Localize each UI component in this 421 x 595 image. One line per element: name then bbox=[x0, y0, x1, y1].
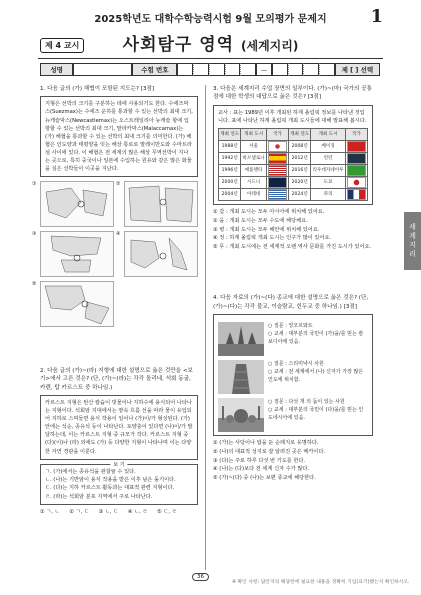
q1-points: [3점] bbox=[140, 86, 155, 92]
exam-no-box[interactable] bbox=[288, 63, 304, 76]
table-cell: 리우데자네이루 bbox=[311, 164, 345, 176]
table-cell: 2012년 bbox=[289, 152, 311, 164]
exam-no-box[interactable] bbox=[303, 63, 319, 76]
exam-no-label: 수험 번호 bbox=[132, 63, 177, 76]
map-option-4-svg bbox=[125, 232, 197, 276]
table-cell: 2008년 bbox=[289, 140, 311, 152]
q3-box bbox=[213, 105, 373, 205]
table-header-row bbox=[219, 128, 368, 140]
table-row bbox=[219, 188, 368, 200]
map-option-1-svg bbox=[41, 182, 113, 226]
flag-cell bbox=[266, 176, 288, 188]
answer-option[interactable]: ② 을 : 개최 도시는 모두 수도에 해당해요. bbox=[213, 217, 308, 224]
answer-option[interactable]: ⑤ ㄷ, ㄹ bbox=[157, 508, 177, 515]
map-option-5-svg bbox=[41, 282, 113, 326]
map-option-1[interactable] bbox=[32, 180, 114, 227]
bogi-item: ㄴ. (나)는 기반암이 용식 작용을 받은 이후 남은 돌기이다. bbox=[45, 476, 176, 483]
table-header: 국가 bbox=[266, 128, 288, 140]
q4-item-q: ○ 질문 : 앙코르와트 bbox=[268, 322, 313, 329]
flag-australia-icon bbox=[268, 177, 287, 188]
map-option-num: ② bbox=[116, 180, 121, 187]
bogi-item: ㄹ. (라)는 석회암 분포 지역에서 주로 나타난다. bbox=[45, 493, 153, 500]
table-header: 개최 도시 bbox=[241, 128, 266, 140]
table-cell: 1992년 bbox=[219, 152, 241, 164]
q4-item-q: ○ 질문 : 스리미낙시 사원 bbox=[268, 360, 324, 367]
table-cell: 애틀랜타 bbox=[241, 164, 266, 176]
q4-item-a: ○ 교세 : 전 세계에서 (나) 신자가 가장 많은 인도에 위치함. bbox=[268, 368, 364, 383]
table-cell: 아테네 bbox=[241, 188, 266, 200]
exam-no-box[interactable] bbox=[193, 63, 209, 76]
header-rule bbox=[38, 58, 383, 59]
q4-item-text bbox=[268, 322, 368, 346]
exam-no-box[interactable] bbox=[209, 63, 225, 76]
column-divider bbox=[205, 85, 206, 570]
table-cell: 서울 bbox=[241, 140, 266, 152]
flag-cell bbox=[345, 176, 367, 188]
flag-cell bbox=[345, 164, 367, 176]
answer-option[interactable]: ① (가)는 사당이나 탑을 둔 순례지로 유명하다. bbox=[213, 439, 319, 446]
question-2: 2. 다음 글의 (가)~(라) 지형에 대한 설명으로 옳은 것만을 <보기>에서 고른 것은? (단, (가)~(라)는 각각 돌리네, 석회 동굴, 카렌, 탑 카르스트 중 하나임.) bbox=[40, 367, 193, 391]
table-cell: 베이징 bbox=[311, 140, 345, 152]
table-row bbox=[219, 176, 368, 188]
table-cell: 2024년 bbox=[289, 188, 311, 200]
table-header: 개최 도시 bbox=[311, 128, 345, 140]
footer-notice: ※ 확인 사항: 답안지의 해당란에 필요한 내용을 정확히 기입(표기)했는지 확인하시오. bbox=[232, 580, 410, 585]
answer-option[interactable]: ③ ㄴ, ㄷ bbox=[98, 508, 119, 515]
angkor-wat-photo bbox=[218, 322, 264, 356]
answer-option[interactable]: ⑤ (가)~(다) 중 (나)는 보편 종교에 해당한다. bbox=[213, 475, 316, 482]
q3-intro: 교사 : 표는 1989년 이후 개최된 하계 올림픽 정보를 나타낸 것입니다. 표에 나타난 하계 올림픽 개최 도시들에 대해 발표해 봅시다. bbox=[218, 109, 367, 124]
map-option-num: ③ bbox=[32, 230, 37, 237]
q2-passage: 카르스트 지형은 탄산 칼슘이 빗물이나 지하수에 용식되어 나타나는 지형이다. 석회암 지대에서는 땅속 흐름 선을 따라 물이 유입되어 지하로 스며들면 용식 작용이 일어나 (가)이/가 형성된다. (가) 안에는 석순, 종유석 등이 나타난다. 토양층이 있다면 (나)이/가 발달하는데, 이는 카르스트 지형 중 규모가 작다. 카르스트 지형 중 (다)(이)나 (라) 외에도 (가) 등 다양한 지형이 나타나며 이는 다양한 자연 경관을 이룬다. bbox=[40, 395, 198, 459]
flag-brazil-icon bbox=[347, 165, 366, 176]
table-header: 국가 bbox=[345, 128, 367, 140]
flag-greece-icon bbox=[268, 189, 287, 200]
map-option-3[interactable] bbox=[32, 230, 114, 277]
exam-no-box[interactable] bbox=[319, 63, 335, 76]
table-cell: 2004년 bbox=[219, 188, 241, 200]
meenakshi-temple-photo bbox=[218, 360, 264, 394]
subject-main: 사회탐구 영역 bbox=[122, 35, 235, 55]
table-header: 개최 연도 bbox=[219, 128, 241, 140]
flag-france-icon bbox=[347, 189, 366, 200]
table-row bbox=[219, 140, 368, 152]
question-1 bbox=[40, 85, 198, 93]
q1-map-row-1 bbox=[32, 180, 198, 227]
table-cell: 2000년 bbox=[219, 176, 241, 188]
q4-box bbox=[213, 314, 373, 436]
flag-cell bbox=[266, 188, 288, 200]
q4-item-2 bbox=[218, 360, 368, 394]
q4-item-text bbox=[268, 398, 368, 422]
left-column bbox=[32, 85, 198, 517]
footer-page-number: 36 bbox=[192, 573, 209, 581]
table-cell: 시드니 bbox=[241, 176, 266, 188]
question-3: 3. 다음은 세계지리 수업 장면의 일부이다. (가)~(마) 국가의 공통점에 대한 학생의 대답으로 옳은 것은? [3점] bbox=[213, 86, 373, 101]
bogi-title: 보 기 bbox=[110, 461, 127, 469]
table-cell: 2016년 bbox=[289, 164, 311, 176]
q4-answers bbox=[213, 439, 373, 483]
period-badge: 제 4 교시 bbox=[40, 38, 84, 53]
name-label: 성명 bbox=[40, 63, 73, 76]
table-row bbox=[219, 164, 368, 176]
map-option-2-svg bbox=[125, 182, 197, 226]
map-option-num: ⑤ bbox=[32, 280, 37, 287]
answer-option[interactable]: ② ㄱ, ㄷ bbox=[69, 508, 89, 515]
map-option-5[interactable] bbox=[32, 280, 114, 327]
q4-item-a: ○ 교세 : 대부분의 국민이 (다)을/를 믿는 인도네시아에 있음. bbox=[268, 406, 364, 421]
flag-cell bbox=[345, 188, 367, 200]
mosque-photo bbox=[218, 398, 264, 432]
table-row bbox=[219, 152, 368, 164]
flag-cell bbox=[345, 140, 367, 152]
q1-stem: 1. 다음 글의 (가) 해협이 포함된 지도는? bbox=[40, 86, 139, 92]
q2-answers bbox=[40, 508, 198, 517]
q1-map-row-2 bbox=[32, 230, 198, 277]
flag-cell bbox=[345, 152, 367, 164]
table-cell: 1996년 bbox=[219, 164, 241, 176]
answer-option[interactable]: ③ 병 : 개최 도시는 모두 해안에 위치해 있어요. bbox=[213, 226, 320, 233]
flag-cell bbox=[266, 164, 288, 176]
flag-usa-icon bbox=[268, 165, 287, 176]
answer-option[interactable]: ② (나)의 대표적 성지로 잘 알려진 곳은 메카이다. bbox=[213, 448, 326, 455]
answer-option[interactable]: ④ ㄴ, ㄹ bbox=[127, 508, 148, 515]
answer-option[interactable]: ④ (나)는 (다)보다 전 세계 신자 수가 많다. bbox=[213, 466, 310, 473]
table-cell: 파리 bbox=[311, 188, 345, 200]
question-4: 4. 다음 자료의 (가)~(다) 종교에 대한 설명으로 옳은 것은? (단, (가)~(다)는 각각 불교, 이슬람교, 힌두교 중 하나임.) [3점] bbox=[213, 295, 369, 310]
q3-answers bbox=[213, 208, 373, 252]
flag-uk-icon bbox=[347, 153, 366, 164]
q2-bogi-box bbox=[40, 461, 198, 505]
subject-sub: (세계지리) bbox=[241, 39, 299, 53]
choice-label: 제 [ ] 선택 bbox=[335, 63, 380, 76]
exam-no-box[interactable] bbox=[240, 63, 256, 76]
answer-option[interactable]: ① 갑 : 개최 도시는 모두 아시아에 위치해 있어요. bbox=[213, 208, 325, 215]
exam-no-box[interactable] bbox=[225, 63, 241, 76]
exam-no-dash: — bbox=[256, 63, 272, 76]
map-option-num: ① bbox=[32, 180, 37, 187]
map-option-2[interactable] bbox=[116, 180, 198, 227]
q4-item-q: ○ 질문 : 다섯 개 의 돔이 있는 사원 bbox=[268, 398, 345, 405]
q4-item-a: ○ 교세 : 대부분의 국민이 (가)을/를 믿는 캄보디아에 있음. bbox=[268, 330, 364, 345]
q4-item-text bbox=[268, 360, 368, 384]
map-option-num: ④ bbox=[116, 230, 121, 237]
answer-option[interactable]: ③ (다)는 주로 하루 다섯 번 기도를 한다. bbox=[213, 457, 306, 464]
q1-map-row-3 bbox=[32, 280, 198, 327]
answer-option[interactable]: ④ 정 : 하계 올림픽 개최 도시는 인구가 많이 있어요. bbox=[213, 235, 332, 242]
q4-item-1 bbox=[218, 322, 368, 356]
subject-title bbox=[0, 30, 421, 55]
table-cell: 바르셀로나 bbox=[241, 152, 266, 164]
q1-passage: 지형은 선박의 크기를 구분하는 데에 사용되기도 한다. 수에즈막스(Suezmax)는 수에즈 운하를 통과할 수 있는 선박의 최대 크기, 뉴캐슬막스(Newcastlemax)는 오스트레일리아 뉴캐슬 항에 입항할 수 있는 선박의 최대 크기, 말라카막스(Malaccamax)는 (가) 해협을 통과할 수 있는 선박의 최대 크기를 의미한다. (가) 해협은 인도양과 태평양을 잇는 해상 통로로 말레이반도와 수마트라섬 사이에 있다. 이 해협은 전 세계의 많은 해상 무역선박이 지나는 곳으로, 특히 중국이나 일본에 수입하는 원유와 같은 많은 화물을 실은 선박들이 이곳을 지난다. bbox=[40, 96, 198, 177]
flag-spain-icon bbox=[268, 153, 287, 164]
table-header: 개최 연도 bbox=[289, 128, 311, 140]
olympic-table bbox=[218, 128, 368, 201]
bogi-item: ㄷ. (다)는 지하 카르스트 활동과는 대표적 관련 지형이다. bbox=[45, 485, 175, 492]
exam-no-box[interactable] bbox=[272, 63, 288, 76]
bogi-item: ㄱ. (가)에서는 종유석을 관찰할 수 있다. bbox=[45, 468, 136, 475]
table-cell: 2020년 bbox=[289, 176, 311, 188]
flag-china-icon bbox=[347, 141, 366, 152]
flag-cell bbox=[266, 152, 288, 164]
table-cell: 도쿄 bbox=[311, 176, 345, 188]
subject-side-tab: 세계지리 bbox=[404, 212, 421, 270]
table-cell: 런던 bbox=[311, 152, 345, 164]
exam-title: 2025학년도 대학수학능력시험 9월 모의평가 문제지 bbox=[94, 14, 327, 25]
table-cell: 1988년 bbox=[219, 140, 241, 152]
info-bar bbox=[40, 63, 380, 76]
page-number: 1 bbox=[370, 6, 383, 27]
q4-item-3 bbox=[218, 398, 368, 432]
name-field[interactable] bbox=[73, 63, 132, 76]
answer-option[interactable]: ⑤ 무 : 개최 도시에는 전 세계적 오랜 역사 문화를 가진 도시가 있어요. bbox=[213, 244, 372, 251]
flag-japan-icon bbox=[347, 177, 366, 188]
answer-option[interactable]: ① ㄱ, ㄴ bbox=[40, 508, 60, 515]
flag-korea-icon bbox=[268, 141, 287, 152]
flag-cell bbox=[266, 140, 288, 152]
right-column bbox=[213, 85, 373, 483]
exam-no-box[interactable] bbox=[177, 63, 193, 76]
map-option-3-svg bbox=[41, 232, 113, 276]
map-option-4[interactable] bbox=[116, 230, 198, 277]
